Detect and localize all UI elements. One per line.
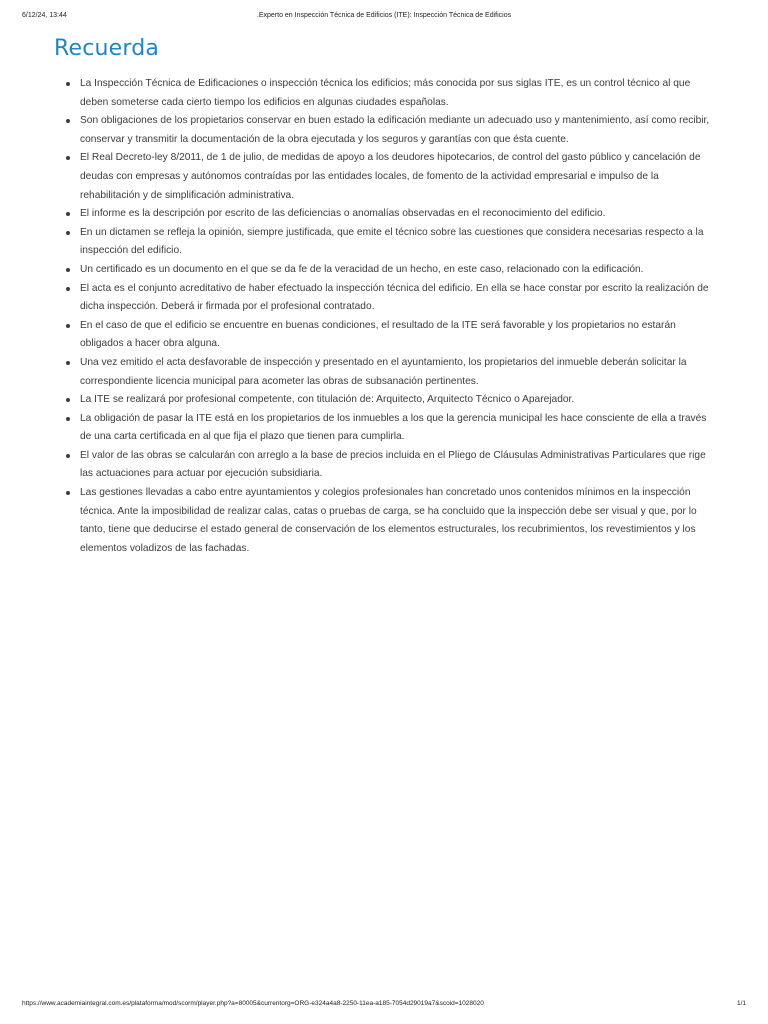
list-item: La obligación de pasar la ITE está en los propietarios de los inmuebles a los que la gerencia municipal les hace consciente de ella a través de una carta certificada en al que fija el plazo que tienen para cumplirla. — [80, 410, 716, 447]
summary-list — [54, 75, 716, 558]
print-document-title: .Experto en Inspección Técnica de Edificios (ITE): Inspección Técnica de Edificios — [256, 12, 512, 19]
page-title: Recuerda — [54, 36, 160, 61]
list-item: En el caso de que el edificio se encuentre en buenas condiciones, el resultado de la ITE será favorable y los propietarios no estarán obligados a hacer obra alguna. — [80, 317, 716, 354]
print-date: 6/12/24, 13:44 — [22, 12, 67, 19]
list-item: El acta es el conjunto acreditativo de haber efectuado la inspección técnica del edificio. En ella se hace constar por escrito la realización de dicha inspección. Deberá ir firmada por el profesional contratado. — [80, 280, 716, 317]
list-item: En un dictamen se refleja la opinión, siempre justificada, que emite el técnico sobre las cuestiones que considera necesarias respecto a la inspección del edificio. — [80, 224, 716, 261]
print-header — [22, 12, 746, 24]
list-item: Son obligaciones de los propietarios conservar en buen estado la edificación mediante un adecuado uso y mantenimiento, así como recibir, conservar y transmitir la documentación de la obra ejecutada y los seguros y garantías con que ésta cuente. — [80, 112, 716, 149]
list-item: La Inspección Técnica de Edificaciones o inspección técnica los edificios; más conocida por sus siglas ITE, es un control técnico al que deben someterse cada cierto tiempo los edificios en algunas ciudades españolas. — [80, 75, 716, 112]
list-item: Un certificado es un documento en el que se da fe de la veracidad de un hecho, en este caso, relacionado con la edificación. — [80, 261, 716, 280]
list-item: El informe es la descripción por escrito de las deficiencias o anomalías observadas en el reconocimiento del edificio. — [80, 205, 716, 224]
list-item: La ITE se realizará por profesional competente, con titulación de: Arquitecto, Arquitecto Técnico o Aparejador. — [80, 391, 716, 410]
page-number: 1/1 — [736, 1000, 746, 1007]
main-content — [54, 36, 716, 558]
page-url: https://www.academiaintegral.com.es/plataforma/mod/scorm/player.php?a=80005&currentorg=ORG-e324a4a8-2250-11ea-a185-7054d29019a7&scoid=1028020 — [22, 1000, 484, 1007]
list-item: El Real Decreto-ley 8/2011, de 1 de julio, de medidas de apoyo a los deudores hipotecarios, de control del gasto público y cancelación de deudas con empresas y autónomos contraídas por las entidades locales, de fomento de la actividad empresarial e impulso de la rehabilitación y de simplificación administrativa. — [80, 149, 716, 205]
list-item: El valor de las obras se calcularán con arreglo a la base de precios incluida en el Pliego de Cláusulas Administrativas Particulares que rige las actuaciones para actuar por ejecución subsidiaria. — [80, 447, 716, 484]
list-item: Las gestiones llevadas a cabo entre ayuntamientos y colegios profesionales han concretado unos contenidos mínimos en la inspección técnica. Ante la imposibilidad de realizar calas, catas o pruebas de carga, se ha concluido que la inspección debe ser visual y que, por lo tanto, tiene que deducirse el estado general de conservación de los elementos estructurales, los recubrimientos, los revestimientos y los elementos voladizos de las fachadas. — [80, 484, 716, 558]
list-item: Una vez emitido el acta desfavorable de inspección y presentado en el ayuntamiento, los propietarios del inmueble deberán solicitar la correspondiente licencia municipal para acometer las obras de subsanación pertinentes. — [80, 354, 716, 391]
print-footer — [22, 1000, 746, 1010]
